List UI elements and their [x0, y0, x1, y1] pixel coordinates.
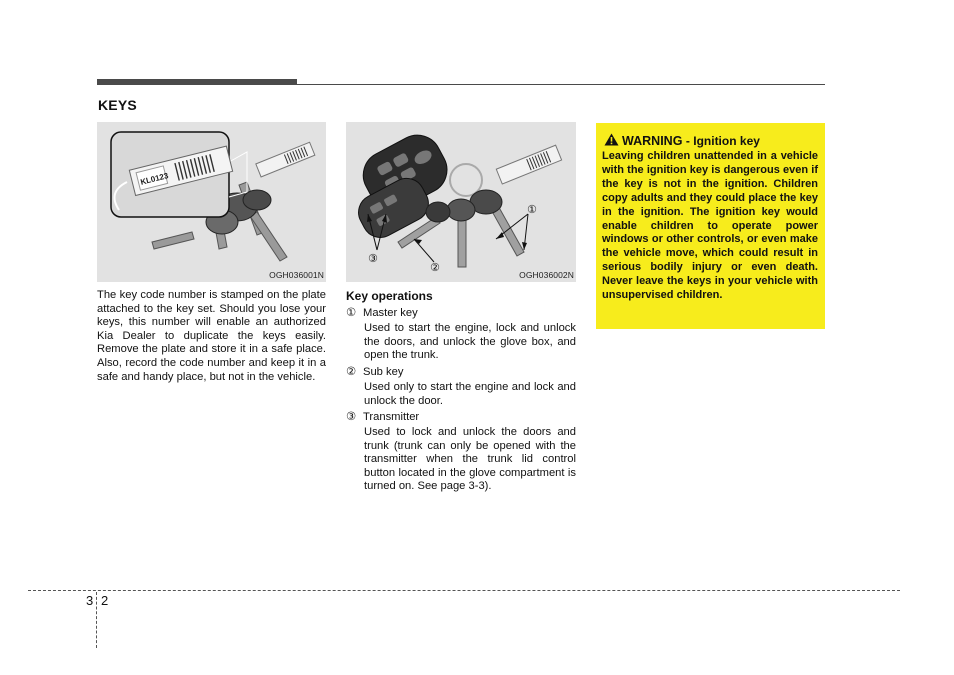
op-desc-sub-key: Used only to start the engine and lock and unlock the door. — [364, 381, 576, 407]
op-number: ② — [346, 366, 357, 378]
op-desc-transmitter: Used to lock and unlock the doors and trunk (trunk can only be opened with the transmitter when the trunk lid control button located in the glove compartment is turned on. See page 3-3). — [364, 426, 576, 493]
callout-2: ② — [430, 261, 440, 274]
callout-1: ① — [527, 203, 537, 216]
warning-box — [596, 123, 825, 329]
header-rule-thin — [297, 84, 825, 85]
code-plate-label: KL0123 — [139, 171, 170, 187]
op-desc-master-key: Used to start the engine, lock and unlock the doors, and unlock the glove box, and open the trunk. — [364, 322, 576, 362]
figure-code: OGH036002N — [519, 270, 574, 280]
figure-code: OGH036001N — [269, 270, 324, 280]
key-code-paragraph: The key code number is stamped on the plate attached to the key set. Should you lose your keys, this number will enable an authorized Kia Dealer to duplicate the keys easily. Remove the plate and store it in a safe place. Also, record the code number and keep it in a safe and handy place, but not in the vehicle. — [97, 289, 326, 383]
op-label: Sub key — [363, 366, 404, 378]
page-chapter-number: 3 — [86, 593, 94, 608]
page-number: 2 — [101, 593, 109, 608]
warning-text: Leaving children unattended in a vehicle with the ignition key is dangerous even if the key is not in the ignition. Children copy adults and they could place the key in the ignition. The ignition key would enable children to operate power windows or other controls, or even make the vehicle move, which could result in serious bodily injury or even death. Never leave the keys in your vehicle with unsupervised children. — [602, 150, 818, 302]
warning-subtitle: - Ignition key — [685, 134, 760, 148]
warning-title: WARNING — [622, 134, 683, 148]
warning-triangle-icon — [604, 133, 619, 146]
key-set-illustration — [97, 122, 326, 282]
key-set-callout-illustration — [346, 122, 576, 282]
warning-heading — [604, 133, 760, 148]
footer-rule — [28, 590, 900, 591]
callout-3: ③ — [368, 252, 378, 265]
op-number: ① — [346, 307, 357, 319]
header-rule-thick — [97, 79, 297, 85]
op-item-sub-key — [346, 365, 576, 379]
key-operations-photo — [346, 122, 576, 282]
key-operations-heading: Key operations — [346, 289, 433, 303]
section-title: KEYS — [98, 97, 137, 113]
op-number: ③ — [346, 411, 357, 423]
op-item-transmitter — [346, 410, 576, 424]
footer-divider — [96, 592, 97, 648]
op-label: Transmitter — [363, 411, 420, 423]
op-label: Master key — [363, 307, 418, 319]
key-code-plate-photo — [97, 122, 326, 282]
op-item-master-key — [346, 306, 576, 320]
